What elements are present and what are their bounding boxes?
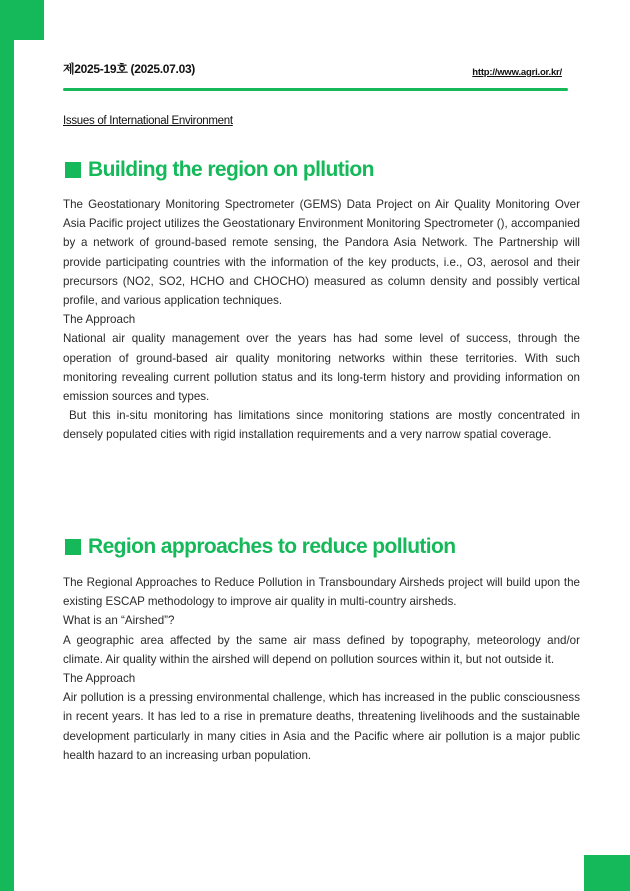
section-2-paragraph: A geographic area affected by the same air mass defined by topography, meteorology and/or climate. Air quality within the airshed will depend on pollution sources within it, but not outside it. — [63, 633, 580, 666]
header-divider — [63, 88, 568, 91]
section-1-body — [63, 195, 580, 445]
square-bullet-icon — [65, 539, 81, 555]
section-2-title: Region approaches to reduce pollution — [88, 535, 456, 558]
section-1-heading — [65, 158, 374, 182]
corner-decoration-top-left — [0, 0, 44, 40]
square-bullet-icon — [65, 162, 81, 178]
section-1-subheading: The Approach — [63, 313, 136, 327]
left-side-bar — [0, 40, 14, 891]
section-2-paragraph: Air pollution is a pressing environmental challenge, which has increased in the public consciousness in recent years. It has led to a rise in premature deaths, threatening livelihoods and the sustainable development particularly in many cities in Asia and the Pacific where air pollution is a major public health hazard to an increasing urban population. — [63, 691, 580, 762]
section-label: Issues of International Environment — [63, 115, 233, 127]
corner-decoration-bottom-right — [584, 855, 630, 891]
section-2-paragraph: The Regional Approaches to Reduce Pollution in Transboundary Airsheds project will build upon the existing ESCAP methodology to improve air quality in multi-country airsheds. — [63, 576, 580, 609]
section-1-paragraph: The Geostationary Monitoring Spectrometer (GEMS) Data Project on Air Quality Monitoring Over Asia Pacific project utilizes the Geostationary Environment Monitoring Spectrometer (), accompanied by a network of ground-based remote sensing, the Pandora Asia Network. The Partnership will provide participating countries with the information of the key products, i.e., O3, aerosol and their precursors (NO2, SO2, HCHO and CHOCHO) measured as column density and possibly vertical profile, and various application techniques. — [63, 198, 580, 308]
website-link[interactable]: http://www.agri.or.kr/ — [472, 67, 562, 78]
section-2-heading — [65, 535, 456, 559]
section-1-title: Building the region on pllution — [88, 158, 374, 181]
section-1-paragraph: National air quality management over the years has had some level of success, through the operation of ground-based air quality monitoring networks within these territories. With such monitoring revealing current pollution status and its long-term history and providing information on emission sources and types. — [63, 332, 580, 404]
section-2-subheading: The Approach — [63, 672, 136, 686]
section-2-subheading: What is an “Airshed”? — [63, 614, 175, 628]
section-2-body — [63, 573, 580, 765]
section-1-paragraph: But this in-situ monitoring has limitations since monitoring stations are mostly concentrated in densely populated cities with rigid installation requirements and a very narrow spatial coverage. — [63, 409, 580, 442]
issue-number: 제2025-19호 (2025.07.03) — [63, 62, 196, 76]
